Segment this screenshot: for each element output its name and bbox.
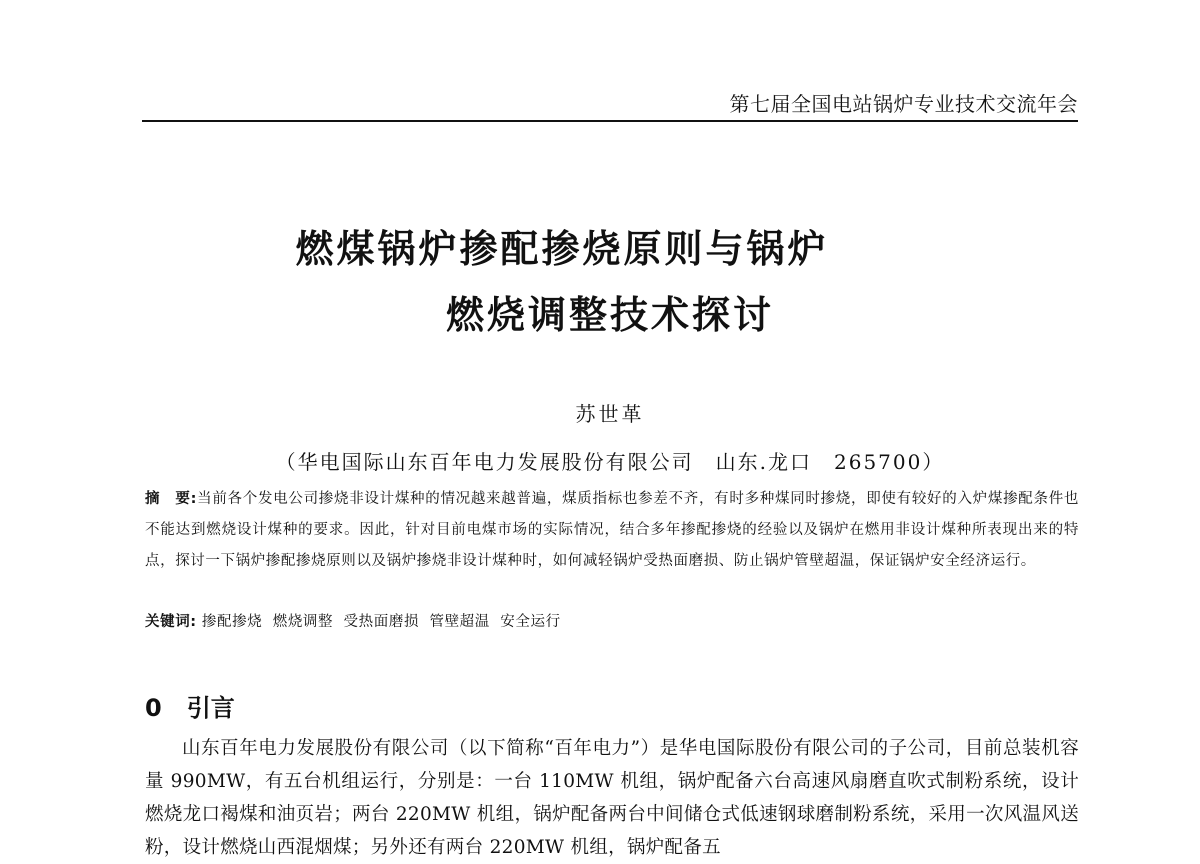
- abstract: [145, 484, 1079, 577]
- keywords-text: 掺配掺烧 燃烧调整 受热面磨损 管壁超温 安全运行: [196, 614, 561, 630]
- section-number: 0: [145, 694, 162, 722]
- author-affiliation: （华电国际山东百年电力发展股份有限公司 山东.龙口 265700）: [275, 450, 945, 474]
- abstract-label: 摘 要:: [145, 491, 198, 507]
- section-heading-introduction: [145, 688, 235, 723]
- paper-title-line-2: 燃烧调整技术探讨: [445, 293, 774, 337]
- keywords-label: 关键词:: [145, 614, 197, 630]
- header-rule: [142, 120, 1078, 122]
- running-header: 第七届全国电站锅炉专业技术交流年会: [729, 92, 1078, 116]
- keywords: [145, 610, 1079, 631]
- author-name: 苏世革: [575, 402, 645, 426]
- introduction-paragraph: 山东百年电力发展股份有限公司（以下简称“百年电力”）是华电国际股份有限公司的子公司，目前总装机容量 990MW，有五台机组运行，分别是：一台 110MW 机组，锅炉配备六台高速风扇磨直吹式制粉系统，设计燃烧龙口褐煤和油页岩；两台 220MW 机组，锅炉配备两台中间储仓式低速钢球磨制粉系统，采用一次风温风送粉，设计燃烧山西混烟煤；另外还有两台 220MW 机组，锅炉配备五: [145, 738, 1079, 858]
- paper-title-line-1: 燃煤锅炉掺配掺烧原则与锅炉: [295, 227, 829, 271]
- section-title: 引言: [186, 694, 235, 722]
- abstract-text: 当前各个发电公司掺烧非设计煤种的情况越来越普遍，煤质指标也参差不齐，有时多种煤同时掺烧，即使有较好的入炉煤掺配条件也不能达到燃烧设计煤种的要求。因此，针对目前电煤市场的实际情况，结合多年掺配掺烧的经验以及锅炉在燃用非设计煤种所表现出来的特点，探讨一下锅炉掺配掺烧原则以及锅炉掺烧非设计煤种时，如何减轻锅炉受热面磨损、防止锅炉管壁超温，保证锅炉安全经济运行。: [145, 491, 1080, 569]
